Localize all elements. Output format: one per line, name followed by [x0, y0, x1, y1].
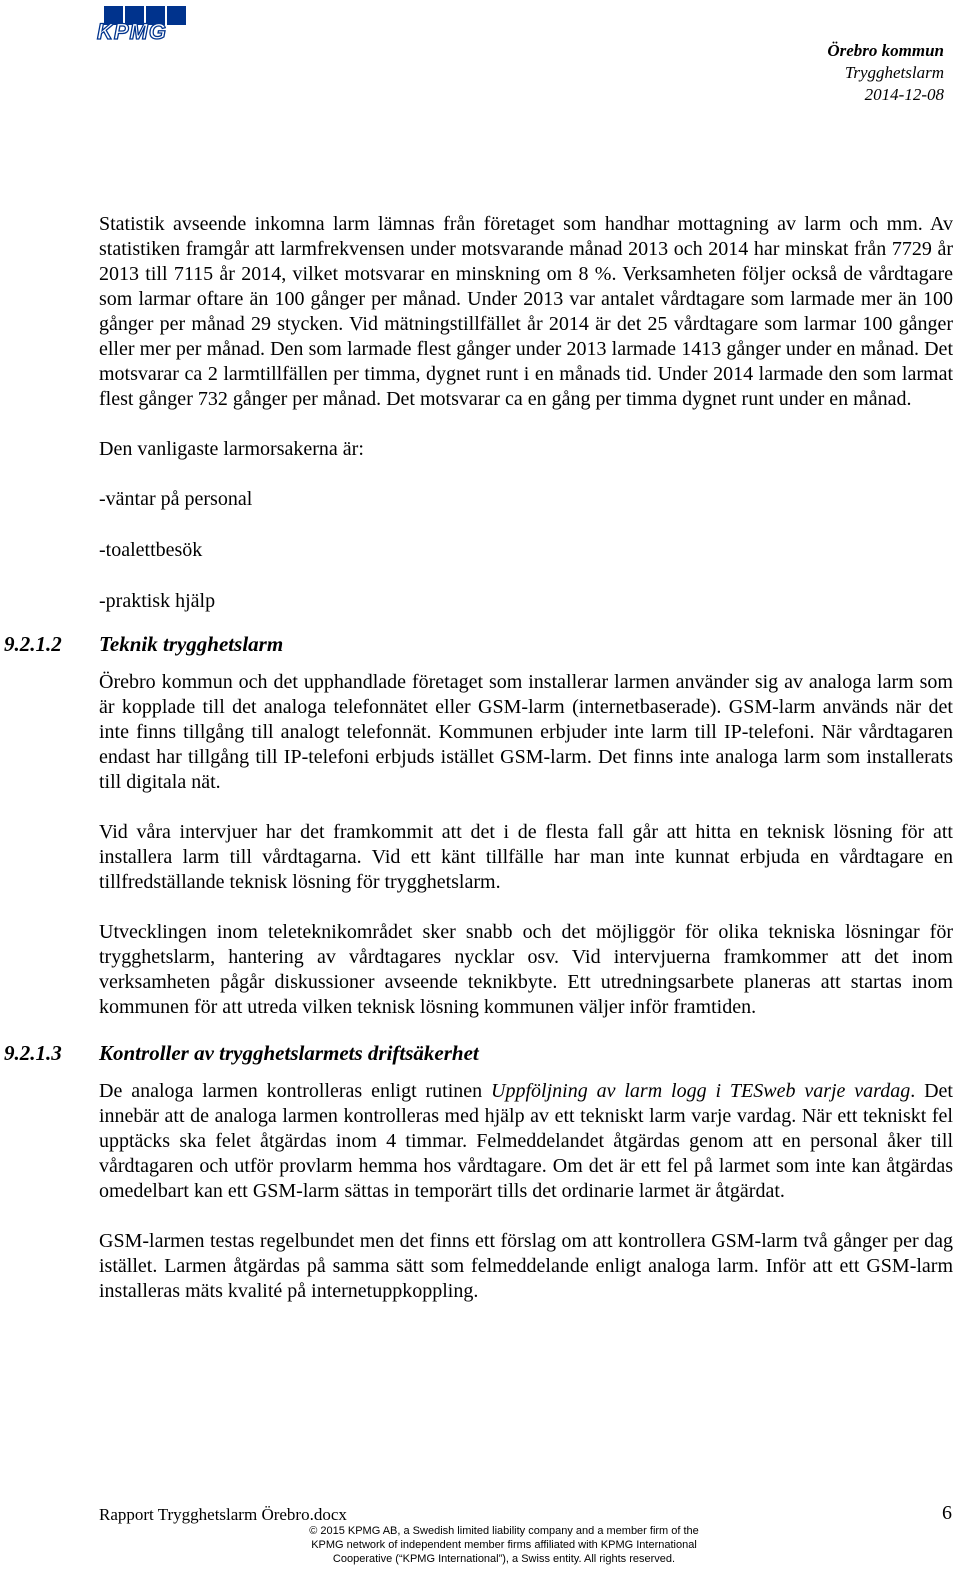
page-header: [827, 40, 944, 106]
section-heading-teknik: [4, 630, 953, 658]
copyright-line: © 2015 KPMG AB, a Swedish limited liability company and a member firm of the: [309, 1525, 699, 1537]
paragraph-kontroller-1: [99, 1079, 953, 1204]
paragraph-teknik-1: Örebro kommun och det upphandlade företaget som installerar larmen använder sig av analoga larm som är kopplade till det analoga telefonnätet eller GSM-larm (internetbaserade). GSM-larm används när det inte finns tillgång till analogt telefonnät. Kommunen erbjuder inte larm till IP-telefoni. När vårdtagaren endast har tillgång till IP-telefoni erbjuds istället GSM-larm. Det finns inte analoga larm som installerats till digitala nät.: [99, 671, 953, 793]
footer-document-name: Rapport Trygghetslarm Örebro.docx: [99, 1505, 347, 1524]
kpmg-logo: [96, 6, 188, 42]
copyright-line: KPMG network of independent member firms affiliated with KPMG International: [311, 1539, 697, 1551]
section-number: 9.2.1.3: [4, 1041, 62, 1065]
header-subject: Trygghetslarm: [844, 63, 944, 82]
page-number: 6: [942, 1502, 952, 1524]
footer-copyright: [266, 1524, 742, 1566]
routine-name: Uppföljning av larm logg i TESweb varje vardag: [491, 1080, 911, 1102]
text-run: De analoga larmen kontrolleras enligt rutinen: [99, 1080, 492, 1102]
kpmg-logo-graphic: [96, 6, 188, 42]
paragraph-teknik-2: Vid våra intervjuer har det framkommit att det i de flesta fall går att hitta en teknisk lösning för att installera larm till vårdtagarna. Vid ett känt tillfälle har man inte kunnat erbjuda en vårdtagare en tillfredställande teknisk lösning för trygghetslarm.: [99, 821, 953, 893]
section-title: Teknik trygghetslarm: [99, 632, 284, 656]
paragraph-kontroller-2: GSM-larmen testas regelbundet men det finns ett förslag om att kontrollera GSM-larm två gånger per dag istället. Larmen åtgärdas på samma sätt som felmeddelande enligt analoga larm. Inför att ett GSM-larm installeras mäts kvalité på internetuppkoppling.: [99, 1230, 953, 1302]
list-item: -praktisk hjälp: [99, 590, 216, 612]
section-number: 9.2.1.2: [4, 632, 62, 656]
list-item: -väntar på personal: [99, 488, 253, 510]
logo-text: KPMG: [97, 19, 167, 42]
copyright-line: Cooperative (“KPMG International”), a Swiss entity. All rights reserved.: [332, 1553, 676, 1565]
paragraph-alarm-causes-intro: Den vanligaste larmorsakerna är:: [99, 438, 364, 460]
document-body: [4, 212, 953, 1329]
header-date: 2014-12-08: [864, 85, 944, 104]
text-run: . Det innebär att de analoga larmen kontrolleras med hjälp av ett tekniskt larm varje vardag. När ett tekniskt fel upptäcks ska felet åtgärdas inom 4 timmar. Felmeddelandet åtgärdas genom att en personal åker till vårdtagaren och utför provlarm hemma hos vårdtagare. Om det är ett fel på larmet som inte kan åtgärdas omedelbart kan ett GSM-larm sättas in temporärt tills det ordinarie larmet är åtgärdat.: [99, 1080, 953, 1202]
list-item: -toalettbesök: [99, 539, 203, 561]
header-org: Örebro kommun: [827, 41, 944, 60]
section-title: Kontroller av trygghetslarmets driftsäkerhet: [99, 1041, 479, 1065]
paragraph-statistics: Statistik avseende inkomna larm lämnas från företaget som handhar mottagning av larm och mm. Av statistiken framgår att larmfrekvensen under motsvarande månad 2013 och 2014 har minskat från 7729 år 2013 till 7115 år 2014, vilket motsvarar en minskning om 8 %. Verksamheten följer också de vårdtagare som larmar oftare än 100 gånger per månad. Under 2013 var antalet vårdtagare som larmade mer än 100 gånger per månad 29 stycken. Vid mätningstillfället år 2014 är det 25 vårdtagare som larmar 100 gånger eller mer per månad. Den som larmade flest gånger under 2013 larmade 1413 gånger under en månad. Det motsvarar ca 2 larmtillfällen per timma, dygnet runt i en månads tid. Under 2014 larmade den som larmat flest gånger 732 gånger per månad. Det motsvarar ca en gång per timma dygnet runt under en månad.: [99, 213, 953, 410]
section-heading-kontroller: [4, 1039, 953, 1067]
paragraph-teknik-3: Utvecklingen inom teleteknikområdet sker snabb och det möjliggör för olika tekniska lösningar för trygghetslarm, hantering av vårdtagares nycklar osv. Vid intervjuerna framkommer att det inom verksamheten pågår diskussioner avseende teknikbyte. Ett utredningsarbete planeras att startas inom kommunen för att utreda vilken teknisk lösning kommunen väljer inför framtiden.: [99, 921, 953, 1018]
